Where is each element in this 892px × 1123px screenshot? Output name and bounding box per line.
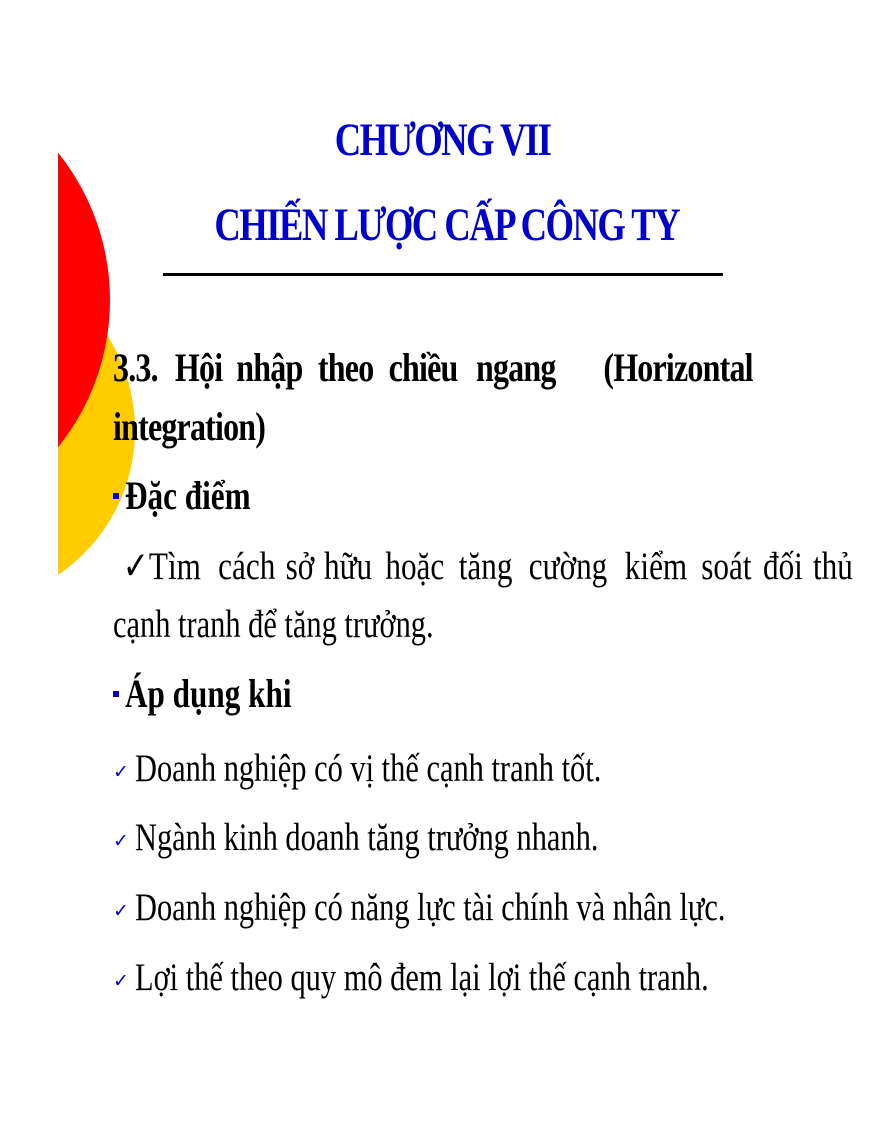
subsection-apply-when [113, 670, 338, 717]
list-item: ✓ Ngành kinh doanh tăng trưởng nhanh. [113, 816, 599, 859]
subsection-label: Áp dụng khi [125, 671, 292, 716]
check-icon: ✓ [122, 545, 149, 588]
list-item: ✓ Doanh nghiệp có vị thế cạnh tranh tốt. [113, 747, 602, 790]
list-item: ✓ Doanh nghiệp có năng lực tài chính và nhân lực. [113, 886, 726, 929]
square-bullet-icon [113, 691, 119, 697]
section-heading-line2: integration) [113, 404, 266, 449]
check-icon: ✓ [113, 761, 129, 783]
heading-word: ngang [476, 345, 556, 390]
list-item: ✓ Lợi thế theo quy mô đem lại lợi thế cạnh tranh. [113, 956, 709, 999]
paragraph-line2: cạnh tranh để tăng trưởng. [113, 603, 434, 646]
characteristics-paragraph [113, 538, 853, 654]
check-icon: ✓ [113, 830, 129, 852]
check-icon: ✓ [113, 970, 129, 992]
subsection-characteristics [113, 472, 286, 519]
paragraph-line1: ✓Tìm cách sở hữu hoặc tăng cường kiểm soát đối thủ [122, 545, 853, 588]
chapter-subtitle: CHIẾN LƯỢC CẤP CÔNG TY [214, 199, 680, 251]
chapter-title: CHƯƠNG VII [334, 114, 551, 166]
section-heading-line1 [113, 338, 753, 397]
heading-word: 3.3. [113, 345, 158, 390]
square-bullet-icon [113, 493, 119, 499]
title-divider [163, 273, 723, 276]
heading-word: nhập [236, 345, 303, 390]
heading-word: (Horizontal [603, 345, 753, 390]
heading-word: Hội [174, 345, 223, 390]
check-icon: ✓ [113, 900, 129, 922]
heading-word: chiều [388, 345, 458, 390]
subsection-label: Đặc điểm [125, 473, 251, 518]
heading-word: theo [317, 345, 374, 390]
section-heading [113, 338, 753, 456]
